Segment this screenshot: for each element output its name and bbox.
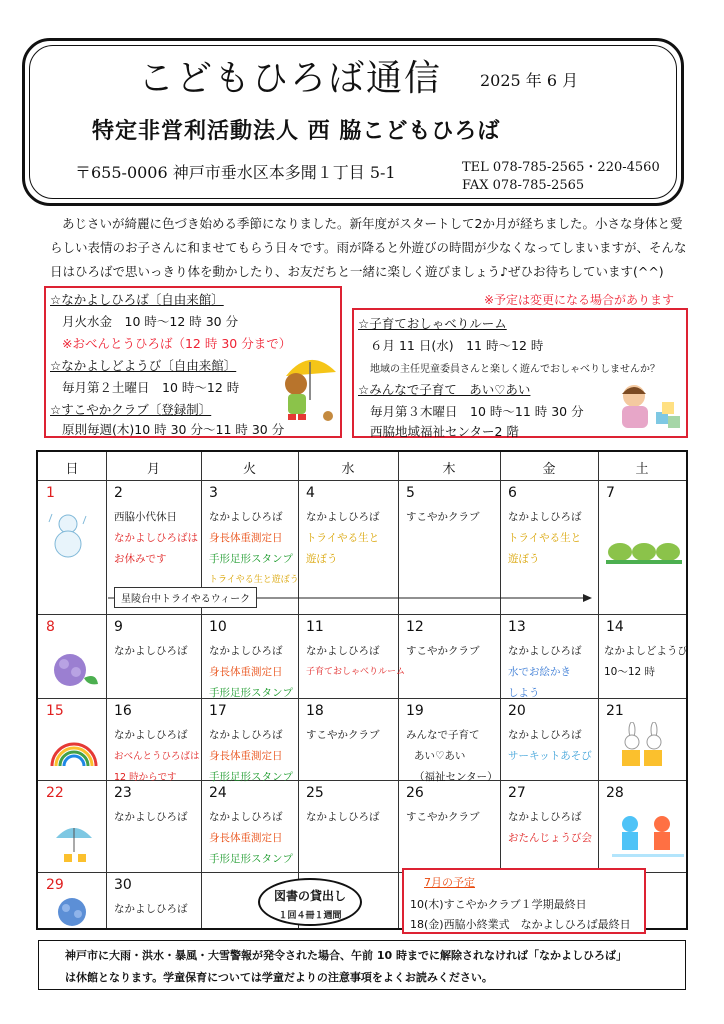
schedule-line: ※おべんとうひろば（12 時 30 分まで） (62, 336, 292, 351)
calendar-event: すこやかクラブ (406, 645, 480, 657)
calendar-row-line (38, 480, 686, 481)
child-playing-blocks-illustration (612, 382, 684, 436)
calendar-event: おべんとうひろばは (114, 751, 200, 762)
july-schedule-box (402, 868, 646, 934)
calendar-event: 西脇小代休日 (114, 511, 177, 523)
calendar-day-number: 21 (606, 703, 624, 719)
july-line: 18(金)西脇小終業式 なかよしひろば最終日 (410, 918, 631, 931)
weekday-header: 水 (341, 462, 355, 477)
children-rain-illustration (612, 812, 690, 860)
schedule-line: 毎月第３木曜日 10 時～11 時 30 分 (370, 404, 584, 419)
snowman-rain-illustration (46, 510, 124, 558)
calendar-event: すこやかクラブ (306, 729, 380, 741)
calendar-event: なかよしひろば (306, 645, 380, 657)
july-line: 10(木)すこやかクラブ１学期最終日 (410, 898, 587, 911)
calendar-event: なかよしひろば (508, 811, 582, 823)
calendar-event: なかよしひろば (114, 903, 188, 915)
schedule-line: 地域の主任児童委員さんと楽しく遊んでおしゃべりしませんか？ (370, 364, 660, 375)
event-schedule-box (352, 308, 688, 438)
calendar-event: なかよしひろば (114, 729, 188, 741)
calendar-day-number: 9 (114, 619, 123, 635)
calendar-day-number: 25 (306, 785, 324, 801)
calendar-day-number: 28 (606, 785, 624, 801)
calendar-day-number: 8 (46, 619, 55, 635)
umbrella-boots-illustration (50, 818, 128, 866)
calendar-day-number: 4 (306, 485, 315, 501)
weekday-header: 月 (146, 462, 160, 477)
organization-name: 特定非営利活動法人 西 脇こどもひろば (92, 118, 501, 144)
weekday-header: 日 (65, 462, 79, 477)
calendar-event: 手形足形スタンプ (209, 687, 293, 699)
frogs-illustration (606, 526, 684, 574)
calendar-event: トライやる生と (306, 532, 380, 544)
calendar-day-number: 20 (508, 703, 526, 719)
calendar-event: 手形足形スタンプ (209, 553, 293, 565)
calendar-event: なかよしひろば (306, 811, 380, 823)
calendar-row-line (38, 614, 686, 615)
calendar-row-line (38, 698, 686, 699)
calendar-event: なかよしひろば (209, 811, 283, 823)
calendar-event: なかよしひろば (508, 729, 582, 741)
calendar-event: あい♡あい (414, 750, 466, 762)
schedule-heading: ☆みんなで子育て あい♡あい (358, 382, 531, 397)
notice-line: は休館となります。学童保育については学童だよりの注意事項をよくお読みください。 (65, 971, 493, 984)
weather-warning-notice (38, 940, 686, 990)
calendar-event: 10～12 時 (604, 666, 656, 678)
calendar-column-line (398, 452, 399, 928)
schedule-heading: ☆子育ておしゃべりルーム (358, 316, 507, 331)
schedule-change-note: ※予定は変更になる場合があります (484, 293, 675, 307)
calendar-day-number: 29 (46, 877, 64, 893)
calendar-event: なかよしひろば (209, 645, 283, 657)
schedule-heading: ☆なかよしひろば〔自由来館〕 (50, 292, 224, 307)
calendar-event: なかよしひろば (508, 645, 582, 657)
calendar-event: 12 時からです (114, 772, 177, 783)
calendar-event: トライやる生と遊ぼう (209, 575, 299, 585)
calendar-event: おたんじょうび会 (508, 832, 592, 844)
calendar-event: 身長体重測定日 (209, 532, 283, 544)
calendar-day-number: 24 (209, 785, 227, 801)
calendar-day-number: 7 (606, 485, 615, 501)
calendar-day-number: 26 (406, 785, 424, 801)
calendar-day-number: 23 (114, 785, 132, 801)
issue-date: 2025 年 6 月 (480, 71, 579, 90)
calendar-day-number: 27 (508, 785, 526, 801)
calendar-event: お休みです (114, 553, 167, 565)
bear-umbrella-illustration (274, 348, 340, 426)
schedule-line: ６月 11 日(水) 11 時～12 時 (370, 338, 544, 353)
calendar (36, 450, 688, 930)
calendar-day-number: 15 (46, 703, 64, 719)
calendar-day-number: 6 (508, 485, 517, 501)
calendar-day-number: 12 (406, 619, 424, 635)
hydrangea-illustration (48, 648, 126, 696)
notice-line: 神戸市に大雨・洪水・暴風・大雪警報が発令された場合、午前 10 時までに解除されなければ「なかよしひろば」 (65, 949, 627, 962)
library-lending-badge (258, 878, 362, 926)
address: 〒655-0006 神戸市垂水区本多聞１丁目 5-1 (75, 163, 396, 182)
calendar-event: なかよしどようび (604, 645, 688, 657)
schedule-line: 月火水金 10 時～12 時 30 分 (62, 314, 239, 329)
calendar-event: 身長体重測定日 (209, 666, 283, 678)
calendar-event: （福祉センター） (414, 771, 498, 783)
calendar-event: なかよしひろば (306, 511, 380, 523)
calendar-event: すこやかクラブ (406, 811, 480, 823)
library-rule: １回４冊１週間 (278, 911, 342, 921)
calendar-event: 子育ておしゃべりルーム (306, 667, 406, 677)
regular-schedule-box (44, 286, 342, 438)
rabbits-boots-illustration (620, 722, 698, 770)
schedule-heading: ☆すこやかクラブ〔登録制〕 (50, 402, 212, 417)
calendar-column-line (598, 452, 599, 928)
calendar-event: すこやかクラブ (406, 511, 480, 523)
calendar-event: なかよしひろば (114, 811, 188, 823)
week-span-label: 星陵台中トライやるウィーク (114, 587, 257, 608)
weekday-header: 金 (542, 462, 556, 477)
calendar-day-number: 2 (114, 485, 123, 501)
calendar-event: サーキットあそび (508, 750, 592, 762)
calendar-event: 遊ぼう (306, 553, 338, 565)
calendar-event: なかよしひろば (114, 645, 188, 657)
calendar-event: みんなで子育て (406, 729, 480, 741)
weekday-header: 火 (242, 462, 256, 477)
calendar-day-number: 19 (406, 703, 424, 719)
schedule-line: 西脇地域福祉センター2 階 (370, 424, 519, 439)
schedule-heading: ☆なかよしどようび〔自由来館〕 (50, 358, 237, 373)
weekday-header: 土 (635, 462, 649, 477)
calendar-event: しよう (508, 687, 540, 699)
calendar-day-number: 16 (114, 703, 132, 719)
calendar-column-line (500, 452, 501, 928)
calendar-event: 手形足形スタンプ (209, 853, 293, 865)
calendar-event: なかよしひろばは (114, 532, 198, 544)
calendar-event: なかよしひろば (209, 511, 283, 523)
calendar-event: 遊ぼう (508, 553, 540, 565)
hydrangea-blue-illustration (50, 896, 128, 944)
calendar-event: 水でお絵かき (508, 666, 571, 678)
calendar-day-number: 22 (46, 785, 64, 801)
schedule-line: 原則毎週(木)10 時 30 分～11 時 30 分 (62, 422, 285, 437)
calendar-column-line (201, 452, 202, 928)
telephone: TEL 078-785-2565・220-4560 (462, 160, 660, 175)
library-title: 図書の貸出し (273, 889, 346, 903)
rainbow-illustration (48, 736, 126, 784)
calendar-day-number: 30 (114, 877, 132, 893)
weekday-header: 木 (442, 462, 456, 477)
schedule-line: 毎月第２土曜日 10 時～12 時 (62, 380, 240, 395)
calendar-event: 身長体重測定日 (209, 832, 283, 844)
calendar-event: なかよしひろば (508, 511, 582, 523)
calendar-event: 手形足形スタンプ (209, 771, 293, 783)
calendar-day-number: 17 (209, 703, 227, 719)
calendar-event: トライやる生と (508, 532, 582, 544)
calendar-day-number: 13 (508, 619, 526, 635)
calendar-day-number: 11 (306, 619, 324, 635)
calendar-day-number: 10 (209, 619, 227, 635)
calendar-day-number: 1 (46, 485, 55, 501)
fax: FAX 078-785-2565 (462, 178, 585, 193)
intro-paragraph: あじさいが綺麗に色づき始める季節になりました。新年度がスタートして2か月が経ちました。小さな身体と愛らしい表情のお子さんに和ませてもらう日々です。雨が降ると外遊びの時間が少なくなってしまいますが、そんな日はひろばで思いっきり体を動かしたり、お友だちと一緒に楽しく遊びましょう♪ぜひお待ちしています(^^) (50, 216, 687, 279)
july-title: 7月の予定 (424, 876, 475, 889)
calendar-event: 身長体重測定日 (209, 750, 283, 762)
calendar-event: なかよしひろば (209, 729, 283, 741)
calendar-day-number: 14 (606, 619, 624, 635)
calendar-day-number: 3 (209, 485, 218, 501)
calendar-column-line (298, 452, 299, 928)
calendar-day-number: 5 (406, 485, 415, 501)
newsletter-title: こどもひろば通信 (138, 58, 443, 99)
calendar-day-number: 18 (306, 703, 324, 719)
